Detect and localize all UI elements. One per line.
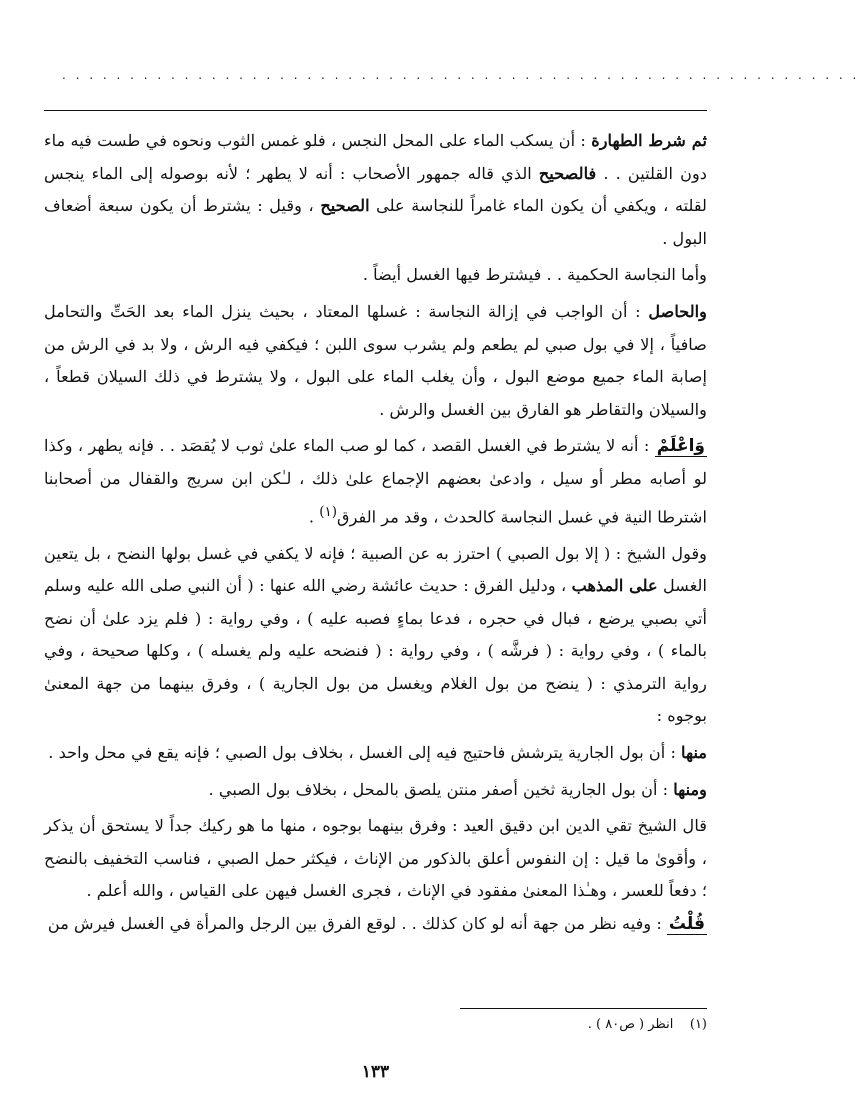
paragraph-4: وَاعْلَمْ : أنه لا يشترط في الغسل القصد ، كما لو صب الماء علىٰ ثوب لا يُقصَد . . فإنه يطهر ، وكذا لو أصابه مطر أو سيل ، وادعىٰ بعضهم الإجماع علىٰ ذلك ، لـٰكن ابن سريج والقفال من أصحابنا اشترطا النية في غسل النجاسة كالحدث ، وقد مر الفرق$^{(١)}$ . [44,436,707,526]
footnote-rule [460,1008,707,1009]
main-text [44,125,707,941]
paragraph-6: منها : أن بول الجارية يترشش فاحتيج فيه إلى الغسل ، بخلاف بول الصبي ؛ فإنه يقع في محل واحد . [48,743,707,763]
footnote [44,1015,707,1035]
paragraph-5: وقول الشيخ : ( إلا بول الصبي ) احترز به عن الصبية ؛ فإنه لا يكفي في غسل بولها النضح ، بل يتعين الغسل على المذهب ، ودليل الفرق : حديث عائشة رضي الله عنها : ( أن النبي صلى الله عليه وسلم أتي بصبي يرضع ، فبال في حجره ، فدعا بماءٍ فصبه عليه ) ، وفي رواية : ( فلم يزد علىٰ أن نضح بالماء ) ، وفي رواية : ( فرشَّه ) ، وفي رواية : ( فنضحه عليه ولم يغسله ) ، وكلها صحيحة ، وفي رواية الترمذي : ( ينضح من بول الغلام ويغسل من بول الجارية ) ، وفرق بينهما من جهة المعنىٰ بوجوه : [44,543,707,726]
paragraph-7: ومنها : أن بول الجارية ثخين أصفر منتن يلصق بالمحل ، بخلاف بول الصبي . [208,779,707,799]
decorative-heading: وَاعْلَمْ [656,436,705,457]
header-dotted-line: . . . . . . . . . . . . . . . . . . . . . . . . . . . . . . . . . . . . . . . . . . . . . . . . . . . . . . . . . . . [62,68,859,82]
footnote-marker: (١) [689,1017,707,1032]
paragraph-3: والحاصل : أن الواجب في إزالة النجاسة : غسلها المعتاد ، بحيث ينزل الماء بعد الحَتِّ والتحامل صافياً ، إلا في بول صبي لم يطعم ولم يشرب سوى اللبن ؛ فيكفي فيه الرش ، ولا بد في الرش من إصابة الماء جميع موضع البول ، وأن يغلب الماء على البول ، ولا يشترط في ذلك السيلان قطعاً ، والسيلان والتقاطر هو الفارق بين الغسل والرش . [44,301,707,419]
footnote-text: انظر ( ص٨٠ ) . [587,1017,674,1032]
paragraph-1: ثم شرط الطهارة : أن يسكب الماء على المحل النجس ، فلو غمس الثوب ونحوه في طست فيه ماء دون القلتين . . فالصحيح الذي قاله جمهور الأصحاب : أنه لا يطهر ؛ لأنه بوصوله إلى الماء ينجس لقلته ، ويكفي أن يكون الماء غامراً للنجاسة على الصحيح ، وقيل : يشترط أن يكون سبعة أضعاف البول . [44,131,707,248]
footnote-ref[interactable]: (١) [319,503,338,520]
paragraph-8: قال الشيخ تقي الدين ابن دقيق العيد : وفرق بينهما بوجوه ، منها ما هو ركيك جداً لا يستحق أن يذكر ، وأقوىٰ ما قيل : إن النفوس أعلق بالذكور من الإناث ، فيكثر حمل الصبي ، فناسب التخفيف بالنضح ؛ دفعاً للعسر ، وهـٰذا المعنىٰ مفقود في الإناث ، فجرى الغسل فيهن على القياس ، والله أعلم . [44,816,707,901]
decorative-heading: قُلْتُ [668,914,705,935]
paragraph-9: قُلْتُ : وفيه نظر من جهة أنه لو كان كذلك . . لوقع الفرق بين الرجل والمرأة في الغسل فيرش من [47,914,705,935]
page-number: ١٣٣ [361,1062,390,1082]
header-rule [44,110,707,111]
paragraph-2: وأما النجاسة الحكمية . . فيشترط فيها الغسل أيضاً . [362,265,707,285]
